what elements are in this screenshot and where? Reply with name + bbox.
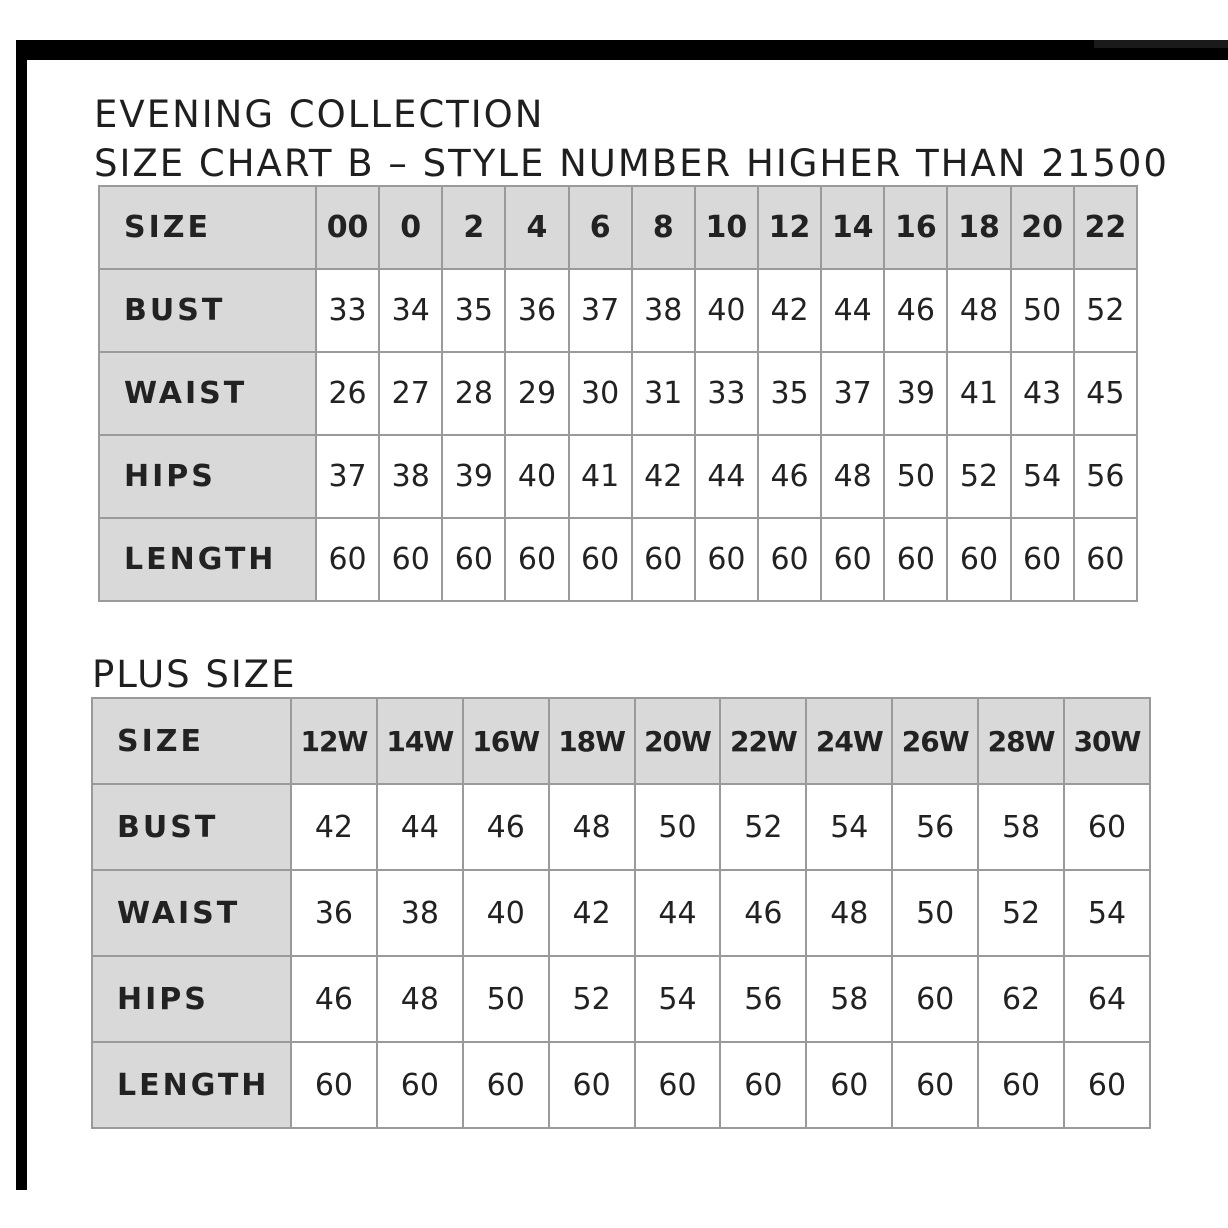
measurement-cell: 60 <box>947 518 1010 601</box>
top-frame-bar <box>16 40 1228 60</box>
measurement-cell: 46 <box>720 870 806 956</box>
table-row <box>92 956 1150 1042</box>
size-header-cell: 4 <box>505 186 568 269</box>
measurement-cell: 27 <box>379 352 442 435</box>
size-header-cell: 22W <box>720 698 806 784</box>
measurement-cell: 46 <box>884 269 947 352</box>
measurement-cell: 37 <box>821 352 884 435</box>
measurement-cell: 36 <box>505 269 568 352</box>
measurement-cell: 33 <box>316 269 379 352</box>
table-row <box>92 698 1150 784</box>
measurement-cell: 60 <box>720 1042 806 1128</box>
measurement-cell: 50 <box>463 956 549 1042</box>
measurement-cell: 48 <box>947 269 1010 352</box>
table-row <box>99 186 1137 269</box>
measurement-cell: 60 <box>695 518 758 601</box>
measurement-cell: 28 <box>442 352 505 435</box>
size-header-cell: 2 <box>442 186 505 269</box>
measurement-cell: 29 <box>505 352 568 435</box>
row-label-bust: BUST <box>92 784 291 870</box>
size-chart-b-table <box>98 185 1138 602</box>
size-header-cell: 18W <box>549 698 635 784</box>
size-header-cell: 10 <box>695 186 758 269</box>
row-label-length: LENGTH <box>99 518 316 601</box>
measurement-cell: 35 <box>442 269 505 352</box>
measurement-cell: 38 <box>377 870 463 956</box>
table-row <box>92 870 1150 956</box>
measurement-cell: 60 <box>1011 518 1074 601</box>
measurement-cell: 30 <box>569 352 632 435</box>
measurement-cell: 56 <box>892 784 978 870</box>
left-frame-bar <box>16 40 27 1190</box>
measurement-cell: 50 <box>892 870 978 956</box>
row-label-size: SIZE <box>92 698 291 784</box>
size-chart-b-body <box>99 186 1137 601</box>
table-row <box>99 352 1137 435</box>
size-header-cell: 12 <box>758 186 821 269</box>
measurement-cell: 54 <box>1011 435 1074 518</box>
measurement-cell: 42 <box>291 784 377 870</box>
measurement-cell: 52 <box>947 435 1010 518</box>
measurement-cell: 26 <box>316 352 379 435</box>
measurement-cell: 62 <box>978 956 1064 1042</box>
measurement-cell: 42 <box>549 870 635 956</box>
size-header-cell: 0 <box>379 186 442 269</box>
measurement-cell: 60 <box>892 1042 978 1128</box>
size-header-cell: 16 <box>884 186 947 269</box>
measurement-cell: 38 <box>379 435 442 518</box>
measurement-cell: 60 <box>1064 1042 1150 1128</box>
row-label-bust: BUST <box>99 269 316 352</box>
measurement-cell: 46 <box>758 435 821 518</box>
row-label-hips: HIPS <box>92 956 291 1042</box>
measurement-cell: 60 <box>1074 518 1137 601</box>
measurement-cell: 43 <box>1011 352 1074 435</box>
measurement-cell: 60 <box>442 518 505 601</box>
measurement-cell: 39 <box>442 435 505 518</box>
measurement-cell: 50 <box>884 435 947 518</box>
measurement-cell: 41 <box>569 435 632 518</box>
measurement-cell: 50 <box>1011 269 1074 352</box>
measurement-cell: 60 <box>463 1042 549 1128</box>
measurement-cell: 56 <box>720 956 806 1042</box>
size-header-cell: 20W <box>635 698 721 784</box>
size-header-cell: 22 <box>1074 186 1137 269</box>
measurement-cell: 35 <box>758 352 821 435</box>
measurement-cell: 40 <box>463 870 549 956</box>
measurement-cell: 45 <box>1074 352 1137 435</box>
measurement-cell: 40 <box>695 269 758 352</box>
measurement-cell: 60 <box>632 518 695 601</box>
measurement-cell: 60 <box>821 518 884 601</box>
measurement-cell: 58 <box>978 784 1064 870</box>
measurement-cell: 60 <box>978 1042 1064 1128</box>
measurement-cell: 44 <box>821 269 884 352</box>
measurement-cell: 48 <box>821 435 884 518</box>
measurement-cell: 44 <box>695 435 758 518</box>
size-header-cell: 20 <box>1011 186 1074 269</box>
measurement-cell: 60 <box>549 1042 635 1128</box>
measurement-cell: 41 <box>947 352 1010 435</box>
measurement-cell: 46 <box>291 956 377 1042</box>
measurement-cell: 46 <box>463 784 549 870</box>
size-header-cell: 14 <box>821 186 884 269</box>
size-chart-subtitle: SIZE CHART B – STYLE NUMBER HIGHER THAN 21500 <box>94 142 1169 185</box>
measurement-cell: 39 <box>884 352 947 435</box>
measurement-cell: 52 <box>720 784 806 870</box>
measurement-cell: 52 <box>549 956 635 1042</box>
size-header-cell: 18 <box>947 186 1010 269</box>
plus-size-body <box>92 698 1150 1128</box>
size-header-cell: 26W <box>892 698 978 784</box>
measurement-cell: 42 <box>758 269 821 352</box>
collection-title: EVENING COLLECTION <box>94 93 545 136</box>
size-header-cell: 6 <box>569 186 632 269</box>
measurement-cell: 60 <box>505 518 568 601</box>
measurement-cell: 58 <box>806 956 892 1042</box>
measurement-cell: 64 <box>1064 956 1150 1042</box>
measurement-cell: 54 <box>1064 870 1150 956</box>
measurement-cell: 48 <box>549 784 635 870</box>
size-header-cell: 00 <box>316 186 379 269</box>
row-label-hips: HIPS <box>99 435 316 518</box>
row-label-waist: WAIST <box>92 870 291 956</box>
measurement-cell: 60 <box>758 518 821 601</box>
measurement-cell: 37 <box>316 435 379 518</box>
measurement-cell: 37 <box>569 269 632 352</box>
size-header-cell: 24W <box>806 698 892 784</box>
row-label-size: SIZE <box>99 186 316 269</box>
table-row <box>92 784 1150 870</box>
measurement-cell: 54 <box>806 784 892 870</box>
measurement-cell: 60 <box>635 1042 721 1128</box>
measurement-cell: 60 <box>316 518 379 601</box>
measurement-cell: 40 <box>505 435 568 518</box>
measurement-cell: 44 <box>635 870 721 956</box>
row-label-length: LENGTH <box>92 1042 291 1128</box>
table-row <box>99 269 1137 352</box>
table-row <box>92 1042 1150 1128</box>
measurement-cell: 60 <box>377 1042 463 1128</box>
measurement-cell: 31 <box>632 352 695 435</box>
measurement-cell: 60 <box>291 1042 377 1128</box>
size-header-cell: 30W <box>1064 698 1150 784</box>
size-header-cell: 14W <box>377 698 463 784</box>
size-header-cell: 28W <box>978 698 1064 784</box>
measurement-cell: 56 <box>1074 435 1137 518</box>
measurement-cell: 60 <box>379 518 442 601</box>
measurement-cell: 52 <box>1074 269 1137 352</box>
measurement-cell: 48 <box>806 870 892 956</box>
measurement-cell: 44 <box>377 784 463 870</box>
plus-size-table <box>91 697 1151 1129</box>
measurement-cell: 60 <box>806 1042 892 1128</box>
size-header-cell: 16W <box>463 698 549 784</box>
size-header-cell: 8 <box>632 186 695 269</box>
measurement-cell: 60 <box>569 518 632 601</box>
measurement-cell: 52 <box>978 870 1064 956</box>
measurement-cell: 50 <box>635 784 721 870</box>
measurement-cell: 60 <box>884 518 947 601</box>
measurement-cell: 60 <box>1064 784 1150 870</box>
plus-size-title: PLUS SIZE <box>92 653 297 696</box>
row-label-waist: WAIST <box>99 352 316 435</box>
table-row <box>99 435 1137 518</box>
measurement-cell: 60 <box>892 956 978 1042</box>
measurement-cell: 36 <box>291 870 377 956</box>
table-row <box>99 518 1137 601</box>
measurement-cell: 34 <box>379 269 442 352</box>
measurement-cell: 48 <box>377 956 463 1042</box>
top-frame-notch <box>1094 40 1228 48</box>
measurement-cell: 42 <box>632 435 695 518</box>
size-header-cell: 12W <box>291 698 377 784</box>
measurement-cell: 54 <box>635 956 721 1042</box>
measurement-cell: 38 <box>632 269 695 352</box>
measurement-cell: 33 <box>695 352 758 435</box>
